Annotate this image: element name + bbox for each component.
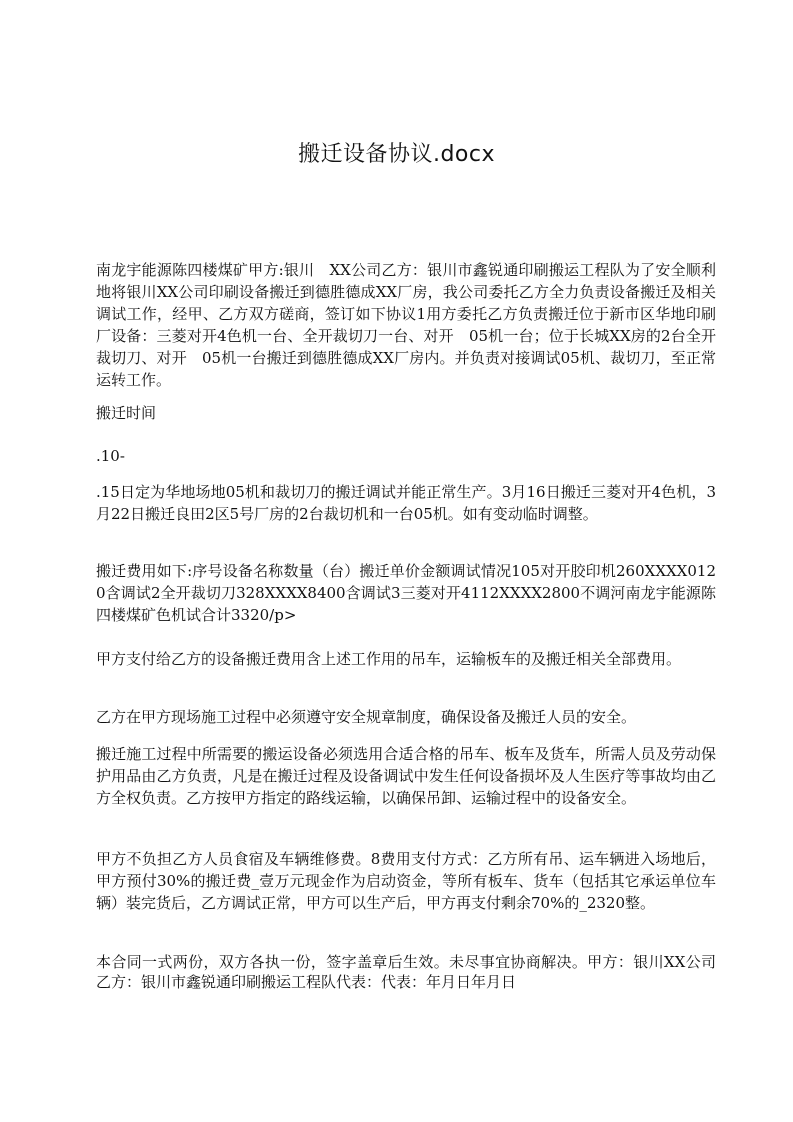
paragraph-signatures: 本合同一式两份，双方各执一份，签字盖章后生效。未尽事宜协商解决。甲方：银川XX公司乙方：银川市鑫锐通印刷搬运工程队代表：代表：年月日年月日 bbox=[96, 953, 716, 991]
paragraph-relocation-fees: 搬迁费用如下:序号设备名称数量（台）搬迁单价金额调试情况105对开胶印机260XXXX0120含调试2全开裁切刀328XXXX8400含调试3三菱对开4112XXXX2800不调河南龙宇能源陈四楼煤矿色机试合计3320/p> bbox=[96, 562, 716, 624]
document-title: 搬迁设备协议.docx bbox=[297, 142, 496, 167]
paragraph-payment-terms: 甲方不负担乙方人员食宿及车辆维修费。8费用支付方式：乙方所有吊、运车辆进入场地后，甲方预付30%的搬迁费_壹万元现金作为启动资金，等所有板车、货车（包括其它承运单位车辆）装完货后，乙方调试正常，甲方可以生产后，甲方再支付剩余70%的_2320整。 bbox=[96, 850, 716, 912]
paragraph-equipment-responsibility: 搬迁施工过程中所需要的搬运设备必须选用合适合格的吊车、板车及货车，所需人员及劳动保护用品由乙方负责，凡是在搬迁过程及设备调试中发生任何设备损坏及人生医疗等事故均由乙方全权负责。乙方按甲方指定的路线运输，以确保吊卸、运输过程中的设备安全。 bbox=[96, 745, 716, 807]
paragraph-schedule: .15日定为华地场地05机和裁切刀的搬迁调试并能正常生产。3月16日搬迁三菱对开4色机，3月22日搬迁良田2区5号厂房的2台裁切机和一台05机。如有变动临时调整。 bbox=[96, 483, 716, 523]
paragraph-date-fragment: .10- bbox=[96, 447, 125, 465]
paragraph-safety-rules: 乙方在甲方现场施工过程中必须遵守安全规章制度，确保设备及搬迁人员的安全。 bbox=[96, 708, 637, 726]
paragraph-relocation-time-heading: 搬迁时间 bbox=[96, 404, 157, 422]
paragraph-payment-scope: 甲方支付给乙方的设备搬迁费用含上述工作用的吊车，运输板车的及搬迁相关全部费用。 bbox=[96, 650, 682, 668]
paragraph-agreement-intro: 南龙宇能源陈四楼煤矿甲方:银川 XX公司乙方：银川市鑫锐通印刷搬运工程队为了安全顺利地将银川XX公司印刷设备搬迁到德胜德成XX厂房，我公司委托乙方全力负责设备搬迁及相关调试工作，经甲、乙方双方磋商，签订如下协议1用方委托乙方负责搬迁位于新市区华地印刷厂设备：三菱对开4色机一台、全开裁切刀一台、对开 05机一台；位于长城XX房的2台全开裁切刀、对开 05机一台搬迁到德胜德成XX厂房内。并负责对接调试05机、裁切刀，至正常运转工作。 bbox=[96, 261, 716, 389]
